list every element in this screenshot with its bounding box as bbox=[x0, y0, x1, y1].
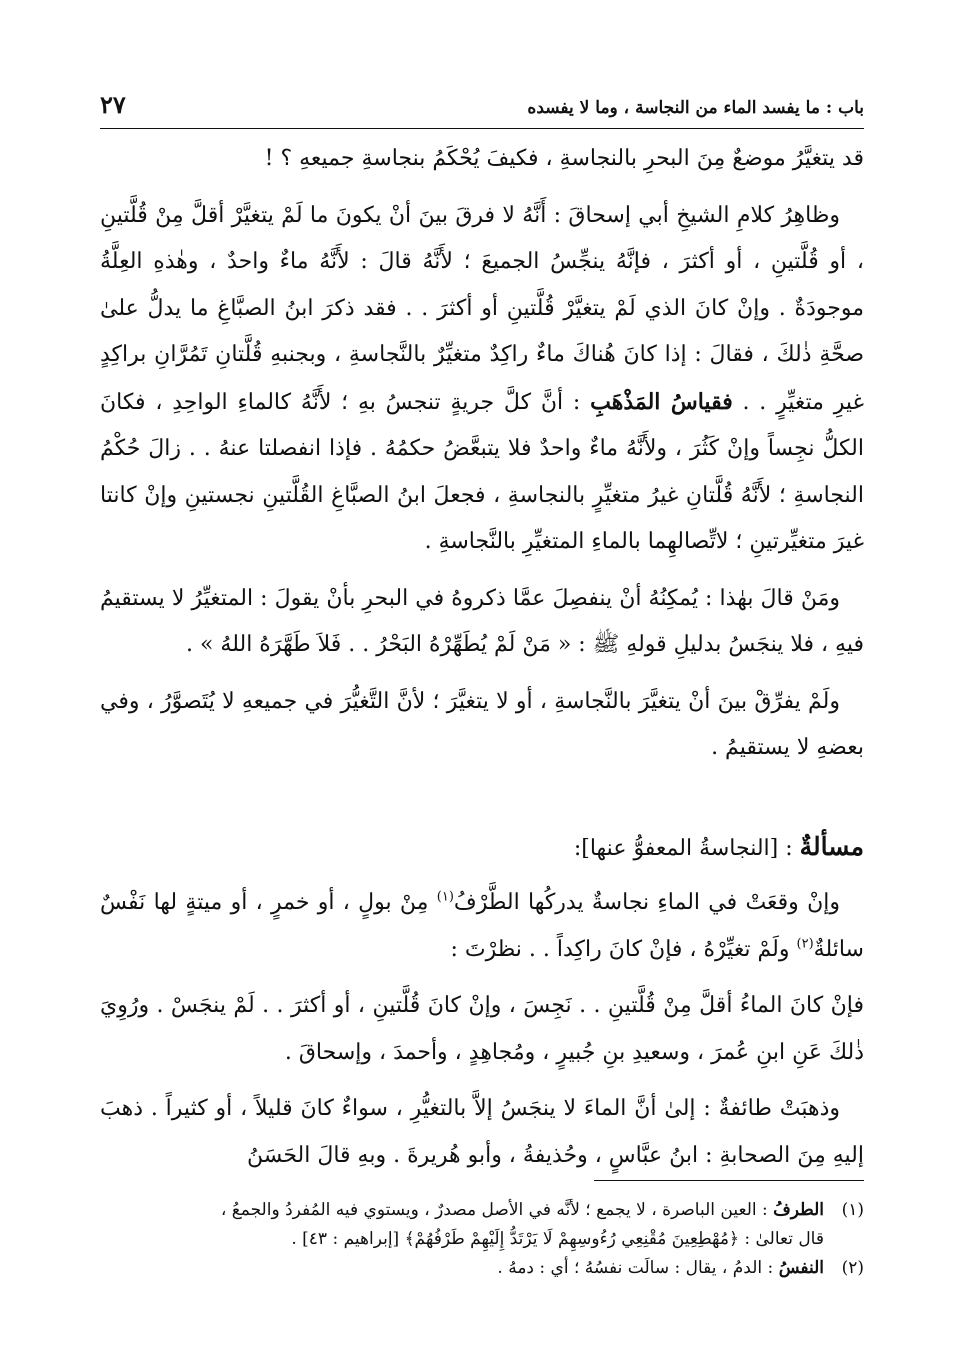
paragraph-2-text: وظاهِرُ كلامِ الشيخِ أبي إسحاقَ : أَنَّهُ لا فرقَ بينَ أنْ يكونَ ما لَمْ يتغيَّرْ أقلَّ مِنْ قُلَّتينِ ، أو قُلَّتينِ ، أو أكثرَ ، فإنَّهُ ينجِّسُ الجميعَ ؛ لأَنَّهُ قالَ : لأَنَّهُ ماءٌ واحدٌ ، وهٰذهِ العِلَّةُ موجودَةٌ . وإنْ كانَ الذي لَمْ يتغيَّرْ قُلَّتينِ أو أكثرَ . . فقد ذكرَ ابنُ الصبَّاغِ ما يدلُّ علىٰ صحَّةِ ذٰلكَ ، فقالَ : إذا كانَ هُناكَ ماءٌ راكِدٌ متغيِّرٌ بالنَّجاسةِ ، وبجنبهِ قُلَّتانِ تَمُرَّانِ براكِدٍ غيرِ متغيِّرٍ . . bbox=[100, 202, 864, 415]
footnote-1-definition: : العين الباصرة ، لا يجمع ؛ لأنَّه في الأصل مصدرٌ ، ويستوي فيه المُفردُ والجمعُ ، bbox=[220, 1200, 768, 1220]
header-rule bbox=[100, 128, 864, 129]
running-header bbox=[100, 90, 864, 119]
footnote-rule bbox=[594, 1180, 864, 1181]
footnote-ref-1[interactable]: (١) bbox=[436, 889, 454, 905]
page-number: ٢٧ bbox=[100, 90, 126, 119]
paragraph-2 bbox=[100, 193, 864, 566]
paragraph-2-rest: : أنَّ كلَّ جريةٍ تنجسُ بهِ ؛ لأَنَّهُ كالماءِ الواحِدِ ، فكانَ الكلُّ نجِساً وإنْ كَثُرَ ، ولأَنَّهُ ماءٌ واحدٌ فلا يتبعَّضُ حكمُهُ . فإذا انفصلتا عنهُ . . زالَ حُكْمُ النجاسةِ ؛ لأَنَّهُ قُلَّتانِ غيرُ متغيِّرٍ بالنجاسةِ ، فجعلَ ابنُ الصبَّاغِ القُلَّتينِ نجستينِ وإنْ كانتا غيرَ متغيِّرتينِ ؛ لاتِّصالهِما بالماءِ المتغيِّرِ بالنَّجاسةِ . bbox=[100, 389, 864, 554]
footnote-1-number: (١) bbox=[841, 1200, 864, 1220]
footnote-1 bbox=[100, 1196, 864, 1225]
footnote-2 bbox=[100, 1254, 864, 1283]
footnote-2-text bbox=[100, 1254, 824, 1283]
paragraph-7: وذهبَتْ طائفةٌ : إلىٰ أنَّ الماءَ لا ينجَسُ إلاَّ بالتغيُّرِ ، سواءٌ كانَ قليلاً ، أو كثيراً . ذهبَ إليهِ مِنَ الصحابةِ : ابنُ عبَّاسٍ ، وحُذيفةُ ، وأبو هُريرةَ . وبهِ قالَ الحَسَنُ bbox=[100, 1096, 864, 1168]
issue-title: : [النجاسةُ المعفوُّ عنها]: bbox=[573, 835, 793, 861]
issue-label: مسألةٌ bbox=[799, 831, 864, 861]
paragraph-1: قد يتغيَّرُ موضعٌ مِنَ البحرِ بالنجاسةِ ، فكيفَ يُحْكَمُ بنجاسةِ جميعهِ ؟ ! bbox=[264, 146, 864, 171]
footnote-1-text bbox=[100, 1196, 824, 1225]
footnotes bbox=[100, 1196, 864, 1283]
paragraph-4: ولَمْ يفرِّقْ بينَ أنْ يتغيَّرَ بالنَّجاسةِ ، أو لا يتغيَّرَ ؛ لأنَّ التَّغيُّرَ في جميعهِ لا يُتَصوَّرُ ، وفي بعضهِ لا يستقيمُ . bbox=[100, 688, 864, 760]
main-text bbox=[100, 136, 864, 1189]
issue-heading bbox=[100, 824, 864, 873]
paragraph-5-part-b: مِنْ بولٍ ، أو خمرٍ ، أو ميتةٍ لها نَفْسٌ سائلةٌ bbox=[100, 890, 864, 962]
paragraph-5 bbox=[100, 880, 864, 973]
footnote-2-term: النفسُ bbox=[778, 1258, 824, 1278]
madhhab-analogy-term: فقياسُ المَذْهَبِ bbox=[590, 388, 733, 415]
paragraph-6: فإنْ كانَ الماءُ أقلَّ مِنْ قُلَّتينِ . . نَجِسَ ، وإنْ كانَ قُلَّتينِ ، أو أكثرَ . . لَمْ ينجَسْ . ورُوِيَ ذٰلكَ عَنِ ابنِ عُمرَ ، وسعيدِ بنِ جُبيرٍ ، ومُجاهِدٍ ، وأحمدَ ، وإسحاقَ . bbox=[100, 993, 864, 1065]
paragraph-5-part-c: ولَمْ تغيِّرْهُ ، فإنْ كانَ راكِداً . . نظرْتَ : bbox=[450, 936, 790, 962]
running-title: باب : ما يفسد الماء من النجاسة ، وما لا يفسده bbox=[527, 98, 864, 118]
paragraph-5-part-a: وإنْ وقعَتْ في الماءِ نجاسةٌ يدركُها الطَّرْفُ bbox=[453, 890, 840, 915]
footnote-1-term: الطرفُ bbox=[773, 1200, 824, 1220]
paragraph-3: ومَنْ قالَ بهٰذا : يُمكِنُهُ أنْ ينفصِلَ عمَّا ذكروهُ في البحرِ بأنْ يقولَ : المتغيِّرُ لا يستقيمُ فيهِ ، فلا ينجَسُ بدليلِ قولهِ ﷺ : « مَنْ لَمْ يُطَهِّرْهُ البَحْرُ . . فَلاَ طَهَّرَهُ اللهُ » . bbox=[100, 585, 864, 657]
footnote-ref-2[interactable]: (٢) bbox=[796, 936, 814, 952]
footnote-1-continuation: قال تعالىٰ : ﴿مُهْطِعِينَ مُقْنِعِي رُءُوسِهِمْ لَا يَرْتَدُّ إِلَيْهِمْ طَرْفُهُمْ﴾ [إبراهيم : ٤٣] . bbox=[291, 1229, 824, 1249]
footnote-2-number: (٢) bbox=[841, 1258, 864, 1278]
footnote-2-definition: : الدمُ ، يقال : سالَت نفسُهُ ؛ أي : دمهُ . bbox=[497, 1258, 774, 1278]
